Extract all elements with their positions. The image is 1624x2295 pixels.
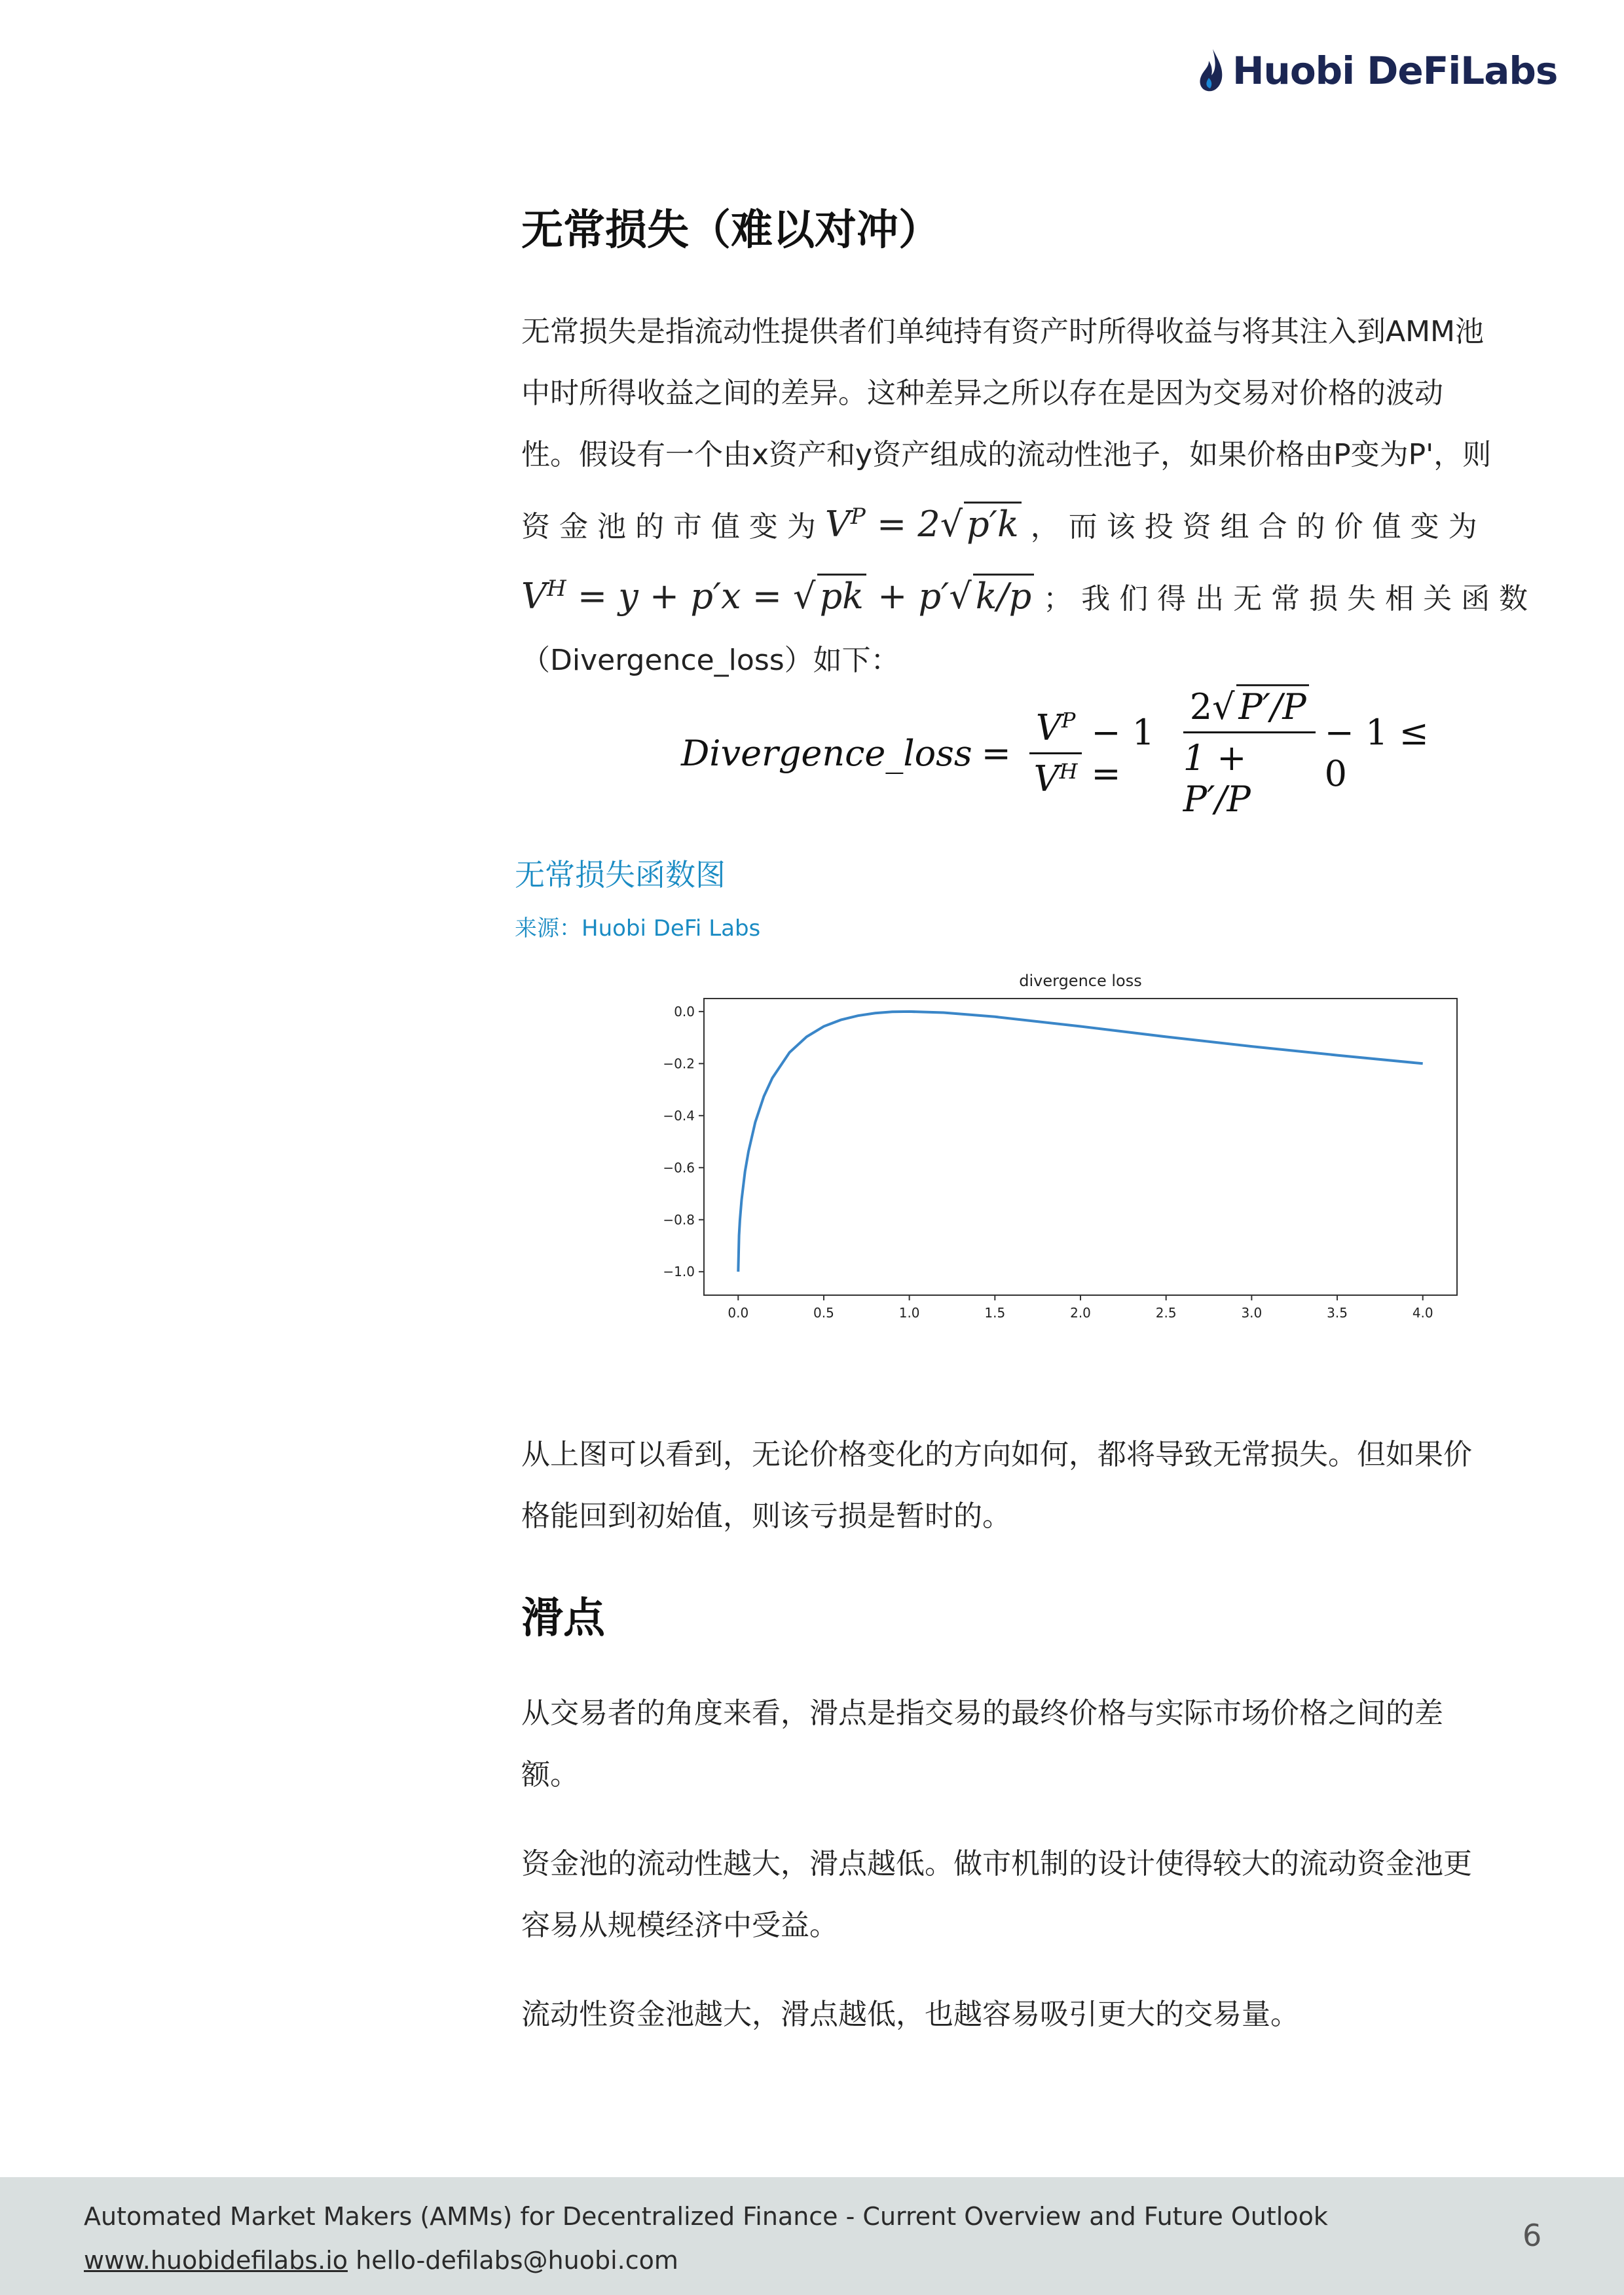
plot-frame [704, 999, 1457, 1295]
section-title-impermanent-loss: 无常损失（难以对冲） [521, 206, 940, 255]
section-title-slippage: 滑点 [521, 1594, 605, 1643]
flame-icon [1198, 48, 1225, 94]
chart-title: divergence loss [1019, 972, 1142, 990]
paragraph-line-with-vp: 资 金 池 的 市 值 变 为 $V^P = 2√$ p′k ， 而 该 投 资 组 合 的 价 值 变 为 [521, 486, 1543, 558]
divergence-loss-formula: Divergence_loss = $\frac{V^P}{V^H}$ − 1 = $\frac{2√ P'/P}{1 + P'/P}$ − 1 ≤ 0 [681, 704, 1434, 802]
vp-formula: $V^P = 2√$ p′k [825, 504, 1022, 545]
slippage-paragraph-2 [521, 1833, 1543, 1956]
logo-huobi-text: Huobi [1232, 48, 1355, 93]
x-axis-ticks [728, 1295, 1433, 1321]
y-axis-ticks [663, 1004, 704, 1279]
logo-defilabs-text: DeFiLabs [1367, 48, 1558, 93]
x-tick-label: 0.0 [728, 1305, 749, 1321]
x-tick-label: 3.0 [1241, 1305, 1263, 1321]
paragraph-line: 无常损失是指流动性提供者们单纯持有资产时所得收益与将其注入到AMM池 [521, 315, 1485, 348]
slippage-paragraph-1 [521, 1683, 1543, 1806]
divergence-loss-chart [648, 963, 1473, 1329]
fraction-vp-over-vh: $\frac{V^P}{V^H}$ [1029, 707, 1082, 799]
footer-document-title: Automated Market Makers (AMMs) for Decentralized Finance - Current Overview and Future Outlook [84, 2202, 1328, 2231]
footer-contact [84, 2246, 678, 2275]
conclusion-paragraph [521, 1424, 1543, 1547]
paragraph-line: 从上图可以看到，无论价格变化的方向如何，都将导致无常损失。但如果价 [521, 1438, 1472, 1471]
page-number: 6 [1522, 2218, 1542, 2253]
footer-email[interactable]: hello-defilabs@huobi.com [356, 2246, 678, 2275]
x-tick-label: 0.5 [813, 1305, 834, 1321]
x-tick-label: 1.0 [898, 1305, 920, 1321]
fraction-sqrt-ratio: $\frac{2√ P'/P}{1 + P'/P}$ [1183, 686, 1316, 820]
figure-caption: 无常损失函数图 [515, 857, 726, 892]
y-tick-label: −0.6 [663, 1160, 695, 1176]
paragraph-line: 流动性资金池越大，滑点越低，也越容易吸引更大的交易量。 [521, 1998, 1299, 2031]
figure-source: 来源：Huobi DeFi Labs [515, 915, 761, 942]
impermanent-loss-paragraph [521, 301, 1543, 691]
paragraph-line: 从交易者的角度来看，滑点是指交易的最终价格与实际市场价格之间的差 [521, 1697, 1443, 1730]
paragraph-line: 资金池的流动性越大，滑点越低。做市机制的设计使得较大的流动资金池更 [521, 1847, 1472, 1881]
y-tick-label: −0.4 [663, 1107, 695, 1124]
slippage-paragraph-3 [521, 1984, 1543, 2046]
x-tick-label: 2.0 [1070, 1305, 1091, 1321]
paragraph-line: 容易从规模经济中受益。 [521, 1909, 838, 1942]
y-tick-label: −0.2 [663, 1056, 695, 1072]
y-tick-label: 0.0 [674, 1003, 695, 1019]
paragraph-line: 性。假设有一个由x资产和y资产组成的流动性池子，如果价格由P变为P'，则 [521, 438, 1492, 471]
y-tick-label: −1.0 [663, 1264, 695, 1280]
footer-website-link[interactable]: www.huobidefilabs.io [84, 2246, 348, 2275]
y-tick-label: −0.8 [663, 1211, 695, 1228]
paragraph-line: 额。 [521, 1758, 579, 1791]
page-footer [0, 2177, 1624, 2295]
x-tick-label: 3.5 [1327, 1305, 1348, 1321]
paragraph-line-with-vh: $V^H = y + p'x$ = √ pk + p′√ k/p ； 我 们 得 出 无 常 损 失 相 关 函 数 [521, 558, 1543, 630]
x-tick-label: 4.0 [1412, 1305, 1433, 1321]
huobi-defilabs-logo [1198, 45, 1557, 97]
x-tick-label: 1.5 [984, 1305, 1006, 1321]
paragraph-line: （Divergence_loss）如下： [521, 644, 900, 677]
paragraph-line: 格能回到初始值，则该亏损是暂时的。 [521, 1499, 1011, 1533]
x-tick-label: 2.5 [1155, 1305, 1177, 1321]
vh-formula: $V^H = y + p'x$ = √ pk + p′√ k/p [521, 576, 1034, 617]
paragraph-line: 中时所得收益之间的差异。这种差异之所以存在是因为交易对价格的波动 [521, 376, 1443, 410]
divergence-loss-line [738, 1012, 1422, 1272]
